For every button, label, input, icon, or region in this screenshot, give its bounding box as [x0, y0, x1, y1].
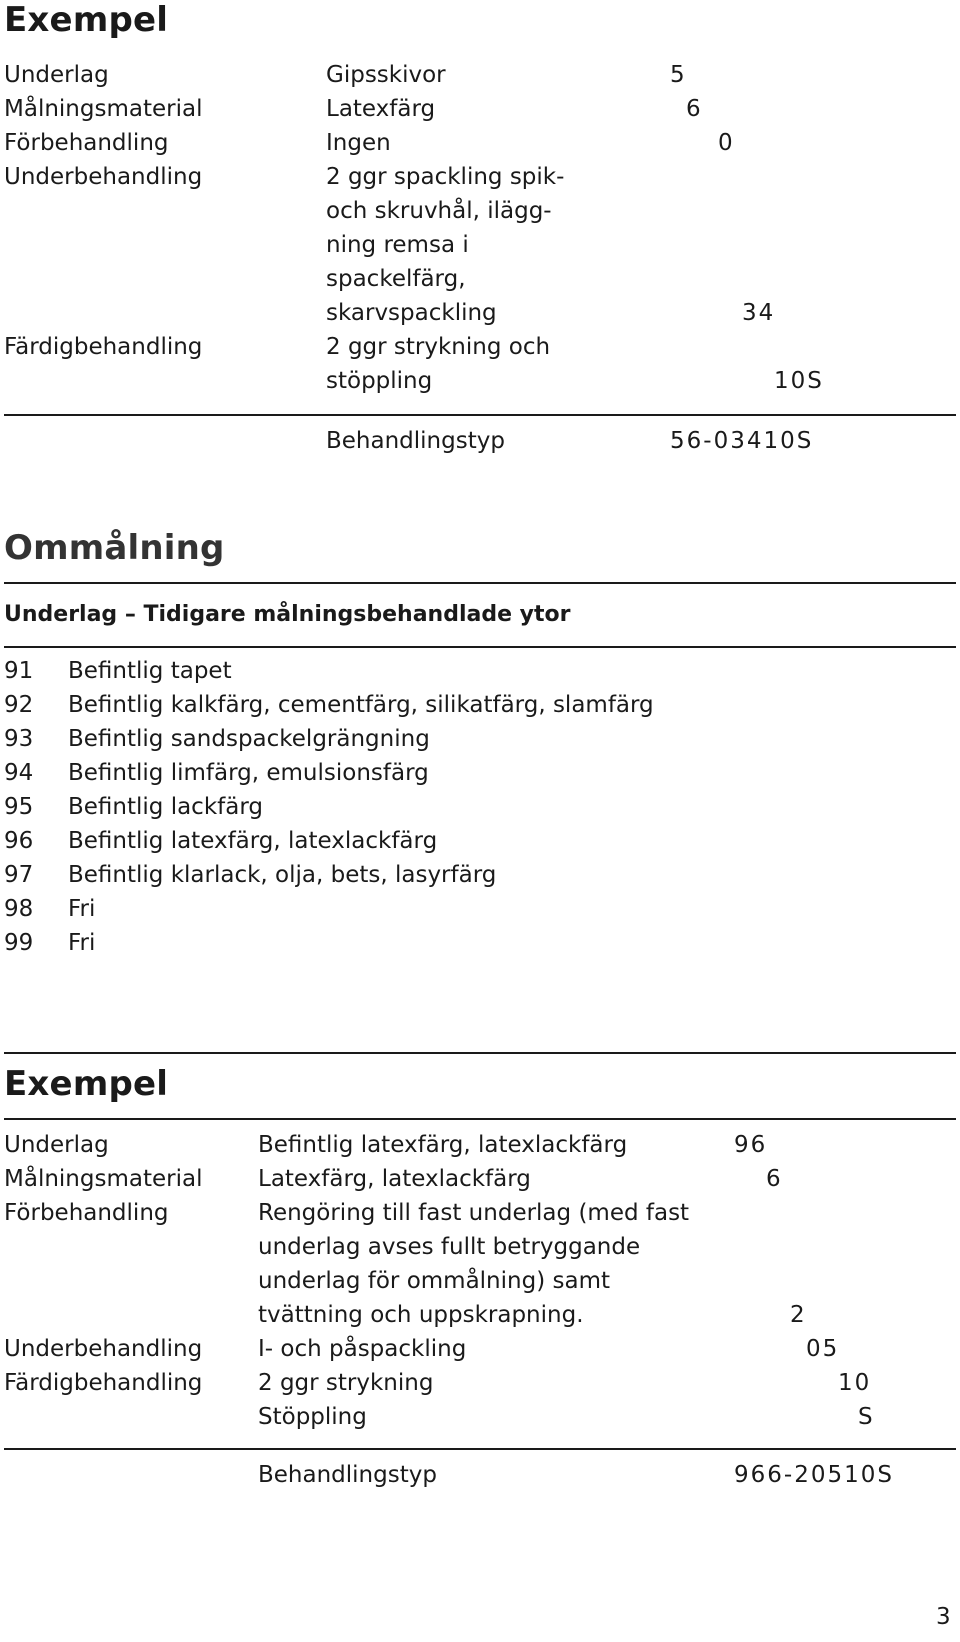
ex2-value-forbehandling-line3: underlag för ommålning) samt	[258, 1268, 610, 1294]
example2-heading: Exempel	[4, 1064, 169, 1104]
ex1-code-underlag: 5	[670, 62, 687, 88]
ex2-code-forbehandling: 2	[790, 1302, 807, 1328]
list-item-num: 91	[4, 658, 34, 684]
ommalning-heading: Ommålning	[4, 528, 225, 568]
ex1-value-fardigbehandling-line2: stöppling	[326, 368, 433, 394]
ex1-code-underbehandling: 34	[742, 300, 776, 326]
ex2-code-underlag: 96	[734, 1132, 768, 1158]
list-item-num: 95	[4, 794, 34, 820]
list-item-num: 93	[4, 726, 34, 752]
ex2-type-code: 966-20510S	[734, 1462, 894, 1488]
ex1-divider	[4, 414, 956, 416]
ex2-value-forbehandling-line2: underlag avses fullt betryggande	[258, 1234, 641, 1260]
ex2-code-malningsmaterial: 6	[766, 1166, 783, 1192]
ex1-type-label: Behandlingstyp	[326, 428, 505, 454]
ommalning-rule-top	[4, 582, 956, 584]
list-item-num: 97	[4, 862, 34, 888]
ex2-code-underbehandling: 05	[806, 1336, 840, 1362]
ex1-code-fardigbehandling: 10S	[774, 368, 824, 394]
ex1-value-underbehandling-line2: och skruvhål, ilägg-	[326, 198, 552, 224]
ex2-label-underlag: Underlag	[4, 1132, 109, 1158]
list-item-text: Fri	[68, 930, 96, 956]
list-item-num: 92	[4, 692, 34, 718]
list-item-num: 99	[4, 930, 34, 956]
ex1-value-underbehandling-line5: skarvspackling	[326, 300, 497, 326]
ex2-label-underbehandling: Underbehandling	[4, 1336, 203, 1362]
ex1-value-underbehandling-line4: spackelfärg,	[326, 266, 466, 292]
list-item-num: 98	[4, 896, 34, 922]
ex1-value-forbehandling: Ingen	[326, 130, 391, 156]
ex2-value-fardigbehandling-line2: Stöppling	[258, 1404, 367, 1430]
ex1-value-fardigbehandling-line1: 2 ggr strykning och	[326, 334, 551, 360]
list-item-text: Befintlig klarlack, olja, bets, lasyrfärg	[68, 862, 497, 888]
ex1-code-malningsmaterial: 6	[686, 96, 703, 122]
ex2-value-malningsmaterial: Latexfärg, latexlackfärg	[258, 1166, 531, 1192]
ex1-label-fardigbehandling: Färdigbehandling	[4, 334, 203, 360]
ex1-type-code: 56-03410S	[670, 428, 814, 454]
ex2-value-forbehandling-line4: tvättning och uppskrapning.	[258, 1302, 584, 1328]
ex1-value-underbehandling-line1: 2 ggr spackling spik-	[326, 164, 565, 190]
ex2-label-fardigbehandling: Färdigbehandling	[4, 1370, 203, 1396]
list-item-text: Fri	[68, 896, 96, 922]
ex2-value-underbehandling: I- och påspackling	[258, 1336, 467, 1362]
ex1-label-underbehandling: Underbehandling	[4, 164, 203, 190]
list-item-text: Befintlig latexfärg, latexlackfärg	[68, 828, 438, 854]
ex1-value-malningsmaterial: Latexfärg	[326, 96, 436, 122]
ex2-label-forbehandling: Förbehandling	[4, 1200, 169, 1226]
ex2-divider	[4, 1448, 956, 1450]
page-number: 3	[936, 1604, 951, 1630]
ex2-code-stoppling: S	[858, 1404, 875, 1430]
ex2-type-label: Behandlingstyp	[258, 1462, 437, 1488]
ex1-code-forbehandling: 0	[718, 130, 735, 156]
ex2-code-fardigbehandling: 10	[838, 1370, 872, 1396]
ex1-label-malningsmaterial: Målningsmaterial	[4, 96, 203, 122]
example1-heading: Exempel	[4, 0, 169, 40]
ommalning-rule-bottom	[4, 646, 956, 648]
ex2-value-forbehandling-line1: Rengöring till fast underlag (med fast	[258, 1200, 690, 1226]
list-item-text: Befintlig kalkfärg, cementfärg, silikatfärg, slamfärg	[68, 692, 654, 718]
ex2-value-fardigbehandling-line1: 2 ggr strykning	[258, 1370, 434, 1396]
list-item-text: Befintlig limfärg, emulsionsfärg	[68, 760, 429, 786]
list-item-text: Befintlig tapet	[68, 658, 232, 684]
list-item-text: Befintlig sandspackelgrängning	[68, 726, 430, 752]
ex1-label-underlag: Underlag	[4, 62, 109, 88]
ex1-value-underlag: Gipsskivor	[326, 62, 446, 88]
ex2-label-malningsmaterial: Målningsmaterial	[4, 1166, 203, 1192]
example2-rule-bottom	[4, 1118, 956, 1120]
list-item-num: 94	[4, 760, 34, 786]
list-item-text: Befintlig lackfärg	[68, 794, 263, 820]
example2-rule-top	[4, 1052, 956, 1054]
ommalning-subheading: Underlag – Tidigare målningsbehandlade ytor	[4, 602, 571, 627]
list-item-num: 96	[4, 828, 34, 854]
ex1-value-underbehandling-line3: ning remsa i	[326, 232, 469, 258]
ex2-value-underlag: Befintlig latexfärg, latexlackfärg	[258, 1132, 628, 1158]
ex1-label-forbehandling: Förbehandling	[4, 130, 169, 156]
